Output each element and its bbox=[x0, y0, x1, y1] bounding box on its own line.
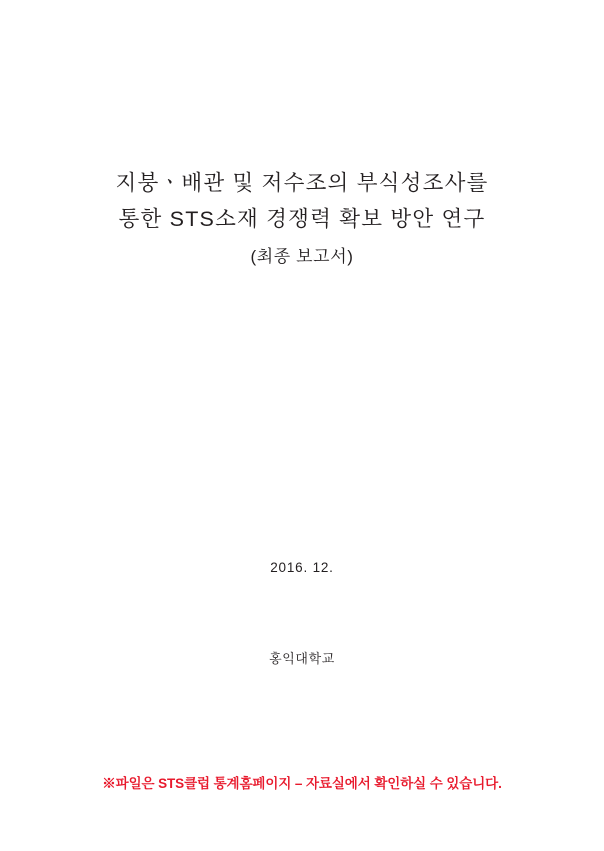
publication-date: 2016. 12. bbox=[270, 560, 334, 575]
file-availability-notice: ※파일은 STS클럽 통계홈페이지 – 자료실에서 확인하실 수 있습니다. bbox=[102, 776, 502, 791]
title-line-2: 통한 STS소재 경쟁력 확보 방안 연구 bbox=[118, 207, 486, 231]
title-subtitle: (최종 보고서) bbox=[250, 247, 354, 266]
organization-name: 홍익대학교 bbox=[269, 651, 335, 666]
document-title bbox=[0, 165, 604, 270]
title-line-1: 지붕ㆍ배관 및 저수조의 부식성조사를 bbox=[115, 171, 489, 195]
